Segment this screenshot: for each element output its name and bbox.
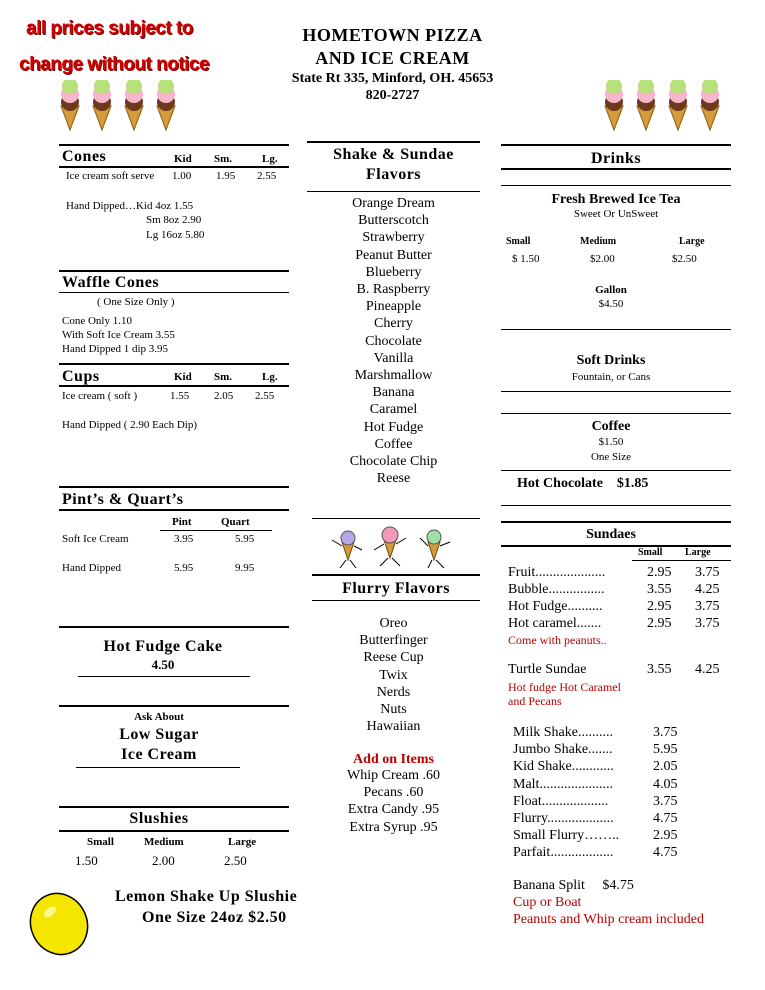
addon-item: Extra Candy .95 [347, 802, 440, 818]
pint-hd-label: Hand Dipped [62, 562, 121, 574]
flavor-item: Blueberry [365, 264, 422, 280]
flavors-title2: Flavors [365, 166, 422, 183]
waffle-soft: With Soft Ice Cream 3.55 [62, 329, 175, 341]
price-notice-line1: all prices subject to [26, 18, 193, 39]
hotfudgecake-title: Hot Fudge Cake [103, 638, 223, 655]
lowsugar-line2: Ice Cream [121, 746, 197, 763]
address: State Rt 335, Minford, OH. 45653 [291, 71, 494, 86]
tea-large-label: Large [679, 236, 705, 247]
flurry-item: Nuts [380, 702, 407, 717]
slushies-small-label: Small [87, 836, 114, 848]
tea-small-label: Small [506, 236, 531, 247]
shake-name: Parfait.................. [513, 845, 614, 861]
pint-col-pint: Pint [172, 516, 192, 528]
waffle-title: Waffle Cones [62, 274, 160, 291]
slushies-title: Slushies [129, 810, 189, 827]
flavor-item: Vanilla [373, 350, 414, 366]
flurry-item: Hawaiian [366, 719, 421, 735]
flavor-item: Coffee [374, 436, 413, 452]
turtle-note2: and Pecans [508, 694, 562, 708]
lowsugar-line1: Low Sugar [119, 726, 199, 743]
sundae-name: Hot Fudge.......... [508, 599, 603, 614]
flavor-item: Reese [376, 471, 411, 487]
pint-soft-pint: 3.95 [174, 533, 194, 545]
sundae-large-price: 3.75 [695, 616, 720, 631]
flavor-item: Pineapple [365, 299, 422, 315]
price-notice-line2: change without notice [19, 54, 210, 75]
slushies-large-price: 2.50 [224, 853, 247, 868]
shake-price: 4.75 [653, 811, 678, 826]
sundae-large-price: 3.75 [695, 599, 720, 614]
pint-col-quart: Quart [221, 516, 250, 528]
pint-title: Pint’s & Quart’s [62, 491, 184, 508]
cups-lg: 2.55 [255, 390, 275, 402]
sundae-small-price: 3.55 [647, 582, 672, 597]
flavor-item: Chocolate [365, 333, 422, 349]
flavor-item: B. Raspberry [356, 282, 431, 297]
flurry-title: Flurry Flavors [342, 580, 450, 597]
sundae-name: Bubble................ [508, 582, 605, 597]
flurry-item: Oreo [379, 616, 408, 631]
sundae-name: Hot caramel....... [508, 616, 602, 631]
flavor-item: Strawberry [362, 230, 425, 246]
lemon-slushie-title: Lemon Shake Up Slushie [115, 888, 298, 905]
banana-split-note1: Cup or Boat [513, 895, 582, 910]
pint-hd-quart: 9.95 [235, 562, 255, 574]
coffee-size: One Size [590, 451, 631, 463]
cones-hand-dipped-sm: Sm 8oz 2.90 [146, 214, 202, 226]
shake-name: Float................... [513, 793, 609, 809]
flurry-item: Butterfinger [359, 633, 428, 649]
cups-col-sm: Sm. [214, 371, 233, 383]
tea-large-price: $2.50 [672, 253, 697, 265]
flavor-item: Caramel [369, 402, 418, 418]
flavor-item: Hot Fudge [363, 419, 424, 435]
cones-hand-dipped-lg: Lg 16oz 5.80 [146, 229, 205, 241]
cups-title: Cups [62, 368, 100, 385]
ice-cream-cones-right-icon [602, 80, 730, 132]
flavor-item: Banana [372, 385, 415, 401]
tea-medium-price: $2.00 [590, 253, 615, 265]
lowsugar-ask: Ask About [134, 711, 184, 723]
banana-split: Banana Split $4.75 [513, 878, 634, 893]
tea-medium-label: Medium [580, 236, 617, 247]
addon-item: Extra Syrup .95 [349, 819, 438, 835]
sundaes-col-large: Large [685, 547, 711, 558]
hot-chocolate: Hot Chocolate $1.85 [517, 476, 649, 491]
cups-soft-label: Ice cream ( soft ) [62, 390, 138, 402]
flavor-item: Marshmallow [354, 368, 433, 383]
tea-gallon-label: Gallon [595, 284, 627, 296]
shake-price: 2.05 [653, 759, 678, 775]
cups-hand-dipped: Hand Dipped ( 2.90 Each Dip) [62, 419, 198, 431]
tea-gallon-price: $4.50 [598, 298, 624, 310]
cones-col-sm: Sm. [214, 153, 233, 165]
slushies-small-price: 1.50 [75, 853, 98, 868]
flavor-item: Peanut Butter [355, 247, 432, 263]
dancing-cones-icon [328, 524, 458, 570]
turtle-sundae: Turtle Sundae [508, 662, 587, 677]
title-line2: AND ICE CREAM [315, 48, 470, 68]
sundaes-title: Sundaes [586, 527, 636, 542]
sundae-small-price: 2.95 [647, 616, 672, 631]
tea-title: Fresh Brewed Ice Tea [551, 192, 681, 207]
flavor-item: Chocolate Chip [349, 454, 438, 469]
cones-soft-label: Ice cream soft serve [66, 170, 155, 182]
waffle-note: ( One Size Only ) [97, 296, 175, 308]
cups-col-kid: Kid [174, 371, 192, 383]
shake-name: Flurry................... [513, 811, 614, 826]
flavor-item: Cherry [374, 316, 413, 332]
drinks-title: Drinks [590, 150, 642, 167]
flavor-item: Butterscotch [358, 213, 429, 229]
soft-drinks-title: Soft Drinks [576, 353, 646, 368]
sundae-large-price: 4.25 [695, 582, 720, 597]
shake-price: 4.75 [653, 845, 678, 861]
tea-subtitle: Sweet Or UnSweet [573, 208, 659, 220]
soft-drinks-subtitle: Fountain, or Cans [571, 371, 651, 383]
phone: 820-2727 [365, 88, 420, 103]
cups-col-lg: Lg. [262, 371, 278, 383]
shake-price: 3.75 [653, 725, 678, 740]
shake-price: 3.75 [653, 793, 678, 809]
flavor-item: Orange Dream [352, 196, 435, 211]
shake-name: Milk Shake.......... [513, 725, 613, 740]
cups-kid: 1.55 [170, 390, 190, 402]
pint-soft-label: Soft Ice Cream [62, 533, 129, 545]
slushies-large-label: Large [228, 836, 257, 848]
pint-hd-pint: 5.95 [174, 562, 194, 574]
shake-name: Jumbo Shake....... [513, 742, 613, 758]
turtle-large: 4.25 [695, 662, 720, 677]
sundaes-col-small: Small [638, 547, 663, 558]
slushies-medium-label: Medium [144, 836, 184, 848]
sundae-large-price: 3.75 [695, 565, 720, 580]
waffle-hand-dipped: Hand Dipped 1 dip 3.95 [62, 343, 169, 355]
sundae-small-price: 2.95 [647, 599, 672, 614]
tea-small-price: $ 1.50 [512, 253, 540, 265]
flurry-item: Twix [379, 667, 408, 683]
ice-cream-cones-left-icon [58, 80, 186, 132]
hotfudgecake-price: 4.50 [151, 657, 175, 672]
turtle-small: 3.55 [647, 662, 672, 677]
addon-item: Whip Cream .60 [347, 768, 440, 783]
cones-col-kid: Kid [174, 153, 192, 165]
shake-price: 4.05 [653, 776, 678, 792]
flurry-item: Nerds [376, 684, 411, 700]
shake-name: Small Flurry…….. [513, 828, 620, 844]
coffee-price: $1.50 [598, 436, 624, 448]
waffle-cone-only: Cone Only 1.10 [62, 315, 132, 327]
title-line1: HOMETOWN PIZZA [302, 25, 483, 45]
sundae-name: Fruit.................... [508, 565, 606, 580]
cones-soft-sm: 1.95 [216, 170, 236, 182]
cones-col-lg: Lg. [262, 153, 278, 165]
cones-hand-dipped-kid: Hand Dipped…Kid 4oz 1.55 [66, 200, 194, 212]
pint-soft-quart: 5.95 [235, 533, 255, 545]
lemon-slushie-price: One Size 24oz $2.50 [142, 909, 287, 926]
turtle-note1: Hot fudge Hot Caramel [508, 680, 621, 694]
sundae-small-price: 2.95 [647, 565, 672, 580]
addon-title: Add on Items [353, 752, 434, 767]
shake-price: 2.95 [653, 828, 678, 844]
shake-name: Kid Shake............ [513, 759, 614, 775]
cups-sm: 2.05 [214, 390, 234, 402]
banana-split-note2: Peanuts and Whip cream included [513, 912, 705, 927]
cones-soft-lg: 2.55 [257, 170, 277, 182]
sundaes-peanuts-note: Come with peanuts.. [508, 633, 607, 647]
shake-price: 5.95 [653, 742, 678, 758]
slushies-medium-price: 2.00 [152, 853, 175, 868]
flurry-item: Reese Cup [363, 650, 424, 666]
lemon-icon [24, 890, 94, 960]
cones-title: Cones [62, 148, 107, 165]
cones-soft-kid: 1.00 [172, 170, 192, 182]
shake-name: Malt..................... [513, 776, 613, 792]
addon-item: Pecans .60 [363, 785, 424, 801]
coffee-title: Coffee [591, 419, 631, 434]
flavors-title1: Shake & Sundae [333, 146, 454, 163]
